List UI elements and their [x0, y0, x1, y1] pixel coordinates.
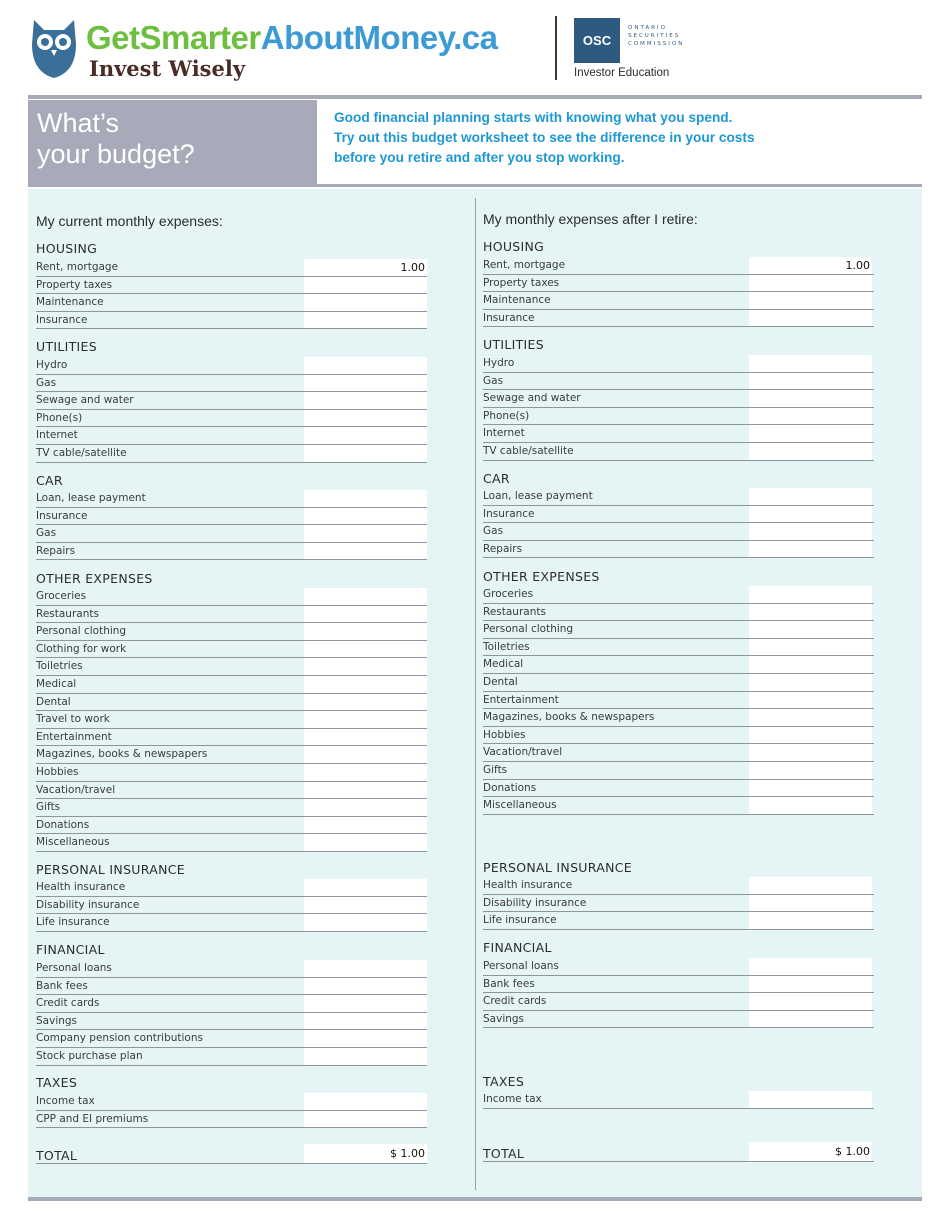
amount-field[interactable]	[304, 995, 427, 1013]
section-title: CAR	[483, 471, 510, 486]
expense-row	[36, 799, 427, 817]
section-title: TAXES	[483, 1074, 525, 1089]
total-amount-field[interactable]: $ 1.00	[749, 1142, 872, 1162]
expense-label: TV cable/satellite	[36, 447, 127, 459]
expense-row	[36, 1030, 427, 1048]
expense-row	[483, 976, 874, 994]
amount-field[interactable]	[304, 729, 427, 747]
amount-field[interactable]	[749, 639, 872, 657]
amount-field[interactable]	[304, 445, 427, 463]
amount-field[interactable]	[304, 897, 427, 915]
expense-label: Medical	[36, 678, 77, 690]
expense-label: Credit cards	[483, 995, 547, 1008]
expense-row	[483, 895, 874, 913]
amount-field[interactable]	[749, 541, 872, 559]
expense-row	[36, 676, 427, 694]
amount-field[interactable]	[304, 1111, 427, 1129]
expense-row	[483, 912, 874, 930]
expense-label: Life insurance	[36, 916, 110, 929]
amount-field[interactable]	[749, 912, 872, 930]
amount-field[interactable]	[304, 834, 427, 852]
expense-row	[483, 656, 874, 674]
expense-row	[36, 897, 427, 915]
expense-row	[36, 392, 427, 410]
expense-label: Savings	[36, 1014, 78, 1027]
expense-label: Repairs	[36, 544, 76, 557]
expense-label: Miscellaneous	[36, 836, 110, 849]
osc-name-line2: SECURITIES	[628, 33, 681, 39]
amount-field[interactable]	[304, 914, 427, 932]
expense-label: Credit cards	[36, 997, 100, 1010]
amount-field[interactable]	[749, 390, 872, 408]
section-title: FINANCIAL	[483, 940, 552, 955]
amount-field[interactable]	[749, 727, 872, 745]
expense-label: Entertainment	[483, 693, 559, 706]
expense-row	[36, 277, 427, 295]
expense-label: Personal loans	[36, 962, 112, 974]
amount-field[interactable]	[749, 1091, 872, 1109]
expense-row	[36, 746, 427, 764]
expense-label: Donations	[36, 818, 90, 831]
expense-row	[483, 762, 874, 780]
expense-label: Insurance	[36, 509, 88, 522]
amount-field[interactable]	[749, 604, 872, 622]
expense-label: Gifts	[36, 801, 61, 814]
brand-part1: GetSmarter	[86, 19, 261, 56]
expense-row	[36, 259, 427, 277]
expense-label: Gas	[483, 374, 504, 387]
expense-label: Life insurance	[483, 914, 557, 927]
expense-label: Personal clothing	[483, 623, 574, 636]
amount-field[interactable]	[304, 694, 427, 712]
amount-field[interactable]	[304, 764, 427, 782]
amount-field[interactable]	[749, 993, 872, 1011]
expense-row	[483, 709, 874, 727]
expense-label: Sewage and water	[483, 392, 581, 405]
expense-row	[36, 410, 427, 428]
amount-field[interactable]	[304, 641, 427, 659]
amount-field[interactable]	[749, 656, 872, 674]
expense-label: Toiletries	[483, 640, 530, 653]
osc-name-line1: ONTARIO	[628, 25, 667, 31]
brand-part2: AboutMoney.ca	[260, 19, 498, 56]
expense-label: Insurance	[36, 313, 88, 326]
expense-row	[36, 782, 427, 800]
expense-row	[36, 641, 427, 659]
expense-label: Maintenance	[483, 294, 551, 307]
expense-label: Phone(s)	[36, 411, 83, 424]
amount-field[interactable]	[749, 744, 872, 762]
expense-label: Gas	[483, 525, 504, 538]
amount-field[interactable]	[304, 879, 427, 897]
expense-label: CPP and EI premiums	[36, 1112, 149, 1125]
amount-field[interactable]	[749, 408, 872, 426]
page-title	[28, 100, 317, 184]
expense-label: Property taxes	[483, 276, 560, 289]
expense-label: Vacation/travel	[483, 746, 563, 759]
amount-field[interactable]	[749, 877, 872, 895]
expense-row	[483, 292, 874, 310]
expense-label: Clothing for work	[36, 642, 127, 655]
expense-label: Loan, lease payment	[483, 490, 593, 502]
expense-label: Hobbies	[36, 766, 79, 778]
expense-row	[483, 408, 874, 426]
amount-field[interactable]	[304, 799, 427, 817]
expense-label: Dental	[36, 695, 71, 708]
amount-field[interactable]	[304, 960, 427, 978]
osc-name	[628, 24, 684, 48]
expense-label: Vacation/travel	[36, 783, 116, 796]
tagline: Invest Wisely	[89, 56, 246, 81]
expense-row	[483, 443, 874, 461]
section-title: CAR	[36, 473, 63, 488]
expense-row	[36, 1048, 427, 1066]
expense-label: Magazines, books & newspapers	[483, 711, 655, 724]
expense-label: Hobbies	[483, 728, 526, 741]
expense-row	[36, 995, 427, 1013]
amount-field[interactable]	[304, 606, 427, 624]
expense-label: Internet	[36, 429, 78, 442]
expense-row	[483, 586, 874, 604]
expense-row	[36, 694, 427, 712]
intro-line2: Try out this budget worksheet to see the difference in your costs	[334, 130, 755, 145]
expense-row	[483, 639, 874, 657]
expense-label: Stock purchase plan	[36, 1050, 143, 1062]
expense-label: Company pension contributions	[36, 1032, 203, 1045]
amount-field[interactable]	[304, 543, 427, 561]
expense-row	[36, 312, 427, 330]
expense-label: Insurance	[483, 507, 535, 520]
expense-label: Loan, lease payment	[36, 492, 146, 504]
section-title: UTILITIES	[483, 337, 544, 352]
expense-label: Maintenance	[36, 296, 104, 309]
expense-row	[483, 488, 874, 506]
amount-field[interactable]	[304, 588, 427, 606]
bottom-rule	[28, 1197, 922, 1201]
expense-row	[36, 427, 427, 445]
expense-label: Dental	[483, 676, 518, 688]
expense-row	[483, 425, 874, 443]
amount-field[interactable]	[749, 586, 872, 604]
amount-field[interactable]	[304, 277, 427, 295]
amount-field[interactable]	[749, 674, 872, 692]
amount-field[interactable]	[304, 746, 427, 764]
expense-row	[483, 877, 874, 895]
expense-label: Personal loans	[483, 960, 559, 972]
expense-label: Health insurance	[36, 881, 126, 893]
section-title: PERSONAL INSURANCE	[483, 860, 632, 875]
expense-label: Phone(s)	[483, 409, 530, 422]
expense-label: Gas	[36, 376, 57, 389]
expense-row	[483, 257, 874, 275]
expense-label: Insurance	[483, 311, 535, 324]
expense-row	[36, 375, 427, 393]
expense-row	[36, 525, 427, 543]
expense-label: Restaurants	[483, 605, 546, 618]
expense-label: Hydro	[36, 359, 68, 371]
section-title: TAXES	[36, 1075, 78, 1090]
total-label: TOTAL	[36, 1148, 78, 1163]
expense-label: Rent, mortgage	[483, 259, 566, 271]
expense-row	[36, 357, 427, 375]
amount-field[interactable]	[749, 425, 872, 443]
amount-field[interactable]: 1.00	[304, 259, 427, 277]
expense-label: Disability insurance	[483, 896, 587, 909]
banner-bottom-rule	[28, 184, 922, 187]
section-title: UTILITIES	[36, 339, 97, 354]
intro-text	[334, 108, 755, 168]
amount-field[interactable]	[304, 508, 427, 526]
amount-field[interactable]	[749, 692, 872, 710]
osc-subtitle: Investor Education	[574, 67, 670, 79]
section-title: OTHER EXPENSES	[36, 571, 153, 586]
section-title: HOUSING	[36, 241, 98, 256]
section-title: HOUSING	[483, 239, 545, 254]
amount-field[interactable]	[749, 958, 872, 976]
expense-row	[36, 1093, 427, 1111]
expense-label: Restaurants	[36, 607, 99, 620]
expense-row	[36, 623, 427, 641]
expense-row	[483, 1011, 874, 1029]
expense-label: Bank fees	[36, 979, 88, 992]
expense-label: Internet	[483, 427, 525, 440]
expense-label: Sewage and water	[36, 394, 134, 407]
amount-field[interactable]	[749, 1011, 872, 1029]
osc-name-line3: COMMISSION	[628, 41, 685, 47]
expense-label: Magazines, books & newspapers	[36, 748, 208, 761]
amount-field[interactable]	[749, 797, 872, 815]
amount-field[interactable]	[749, 443, 872, 461]
section-title: OTHER EXPENSES	[483, 569, 600, 584]
amount-field[interactable]	[304, 978, 427, 996]
expense-label: Health insurance	[483, 879, 573, 891]
expense-label: Groceries	[36, 590, 87, 602]
total-row	[36, 1144, 427, 1164]
expense-row	[483, 780, 874, 798]
expense-label: Toiletries	[36, 660, 83, 673]
expense-label: Personal clothing	[36, 625, 127, 638]
expense-label: TV cable/satellite	[483, 445, 574, 457]
expense-row	[483, 390, 874, 408]
amount-field[interactable]	[749, 488, 872, 506]
expense-label: Travel to work	[36, 713, 110, 726]
amount-field[interactable]	[304, 427, 427, 445]
expense-row	[36, 658, 427, 676]
expense-row	[36, 1013, 427, 1031]
expense-label: Repairs	[483, 542, 523, 555]
expense-row	[36, 764, 427, 782]
expense-row	[483, 355, 874, 373]
expense-row	[483, 506, 874, 524]
total-amount-field[interactable]: $ 1.00	[304, 1144, 427, 1164]
expense-row	[36, 606, 427, 624]
expense-label: Medical	[483, 658, 524, 671]
expense-row	[483, 797, 874, 815]
expense-label: Bank fees	[483, 977, 535, 990]
expense-label: Property taxes	[36, 278, 113, 291]
section-title: PERSONAL INSURANCE	[36, 862, 185, 877]
header-divider	[555, 16, 557, 80]
owl-logo-icon	[30, 14, 78, 80]
amount-field[interactable]	[749, 895, 872, 913]
top-rule	[28, 95, 922, 99]
expense-row	[483, 310, 874, 328]
expense-row	[36, 711, 427, 729]
expense-row	[36, 445, 427, 463]
expense-row	[483, 692, 874, 710]
amount-field[interactable]	[749, 976, 872, 994]
column-heading: My current monthly expenses:	[36, 213, 223, 229]
amount-field[interactable]	[749, 355, 872, 373]
expense-label: Rent, mortgage	[36, 261, 119, 273]
expense-row	[36, 729, 427, 747]
amount-field[interactable]	[749, 621, 872, 639]
amount-field[interactable]	[749, 275, 872, 293]
expense-label: Entertainment	[36, 730, 112, 743]
osc-logo-badge: OSC	[574, 18, 620, 63]
amount-field[interactable]	[749, 762, 872, 780]
expense-row	[36, 1111, 427, 1129]
amount-field[interactable]	[304, 525, 427, 543]
expense-row	[483, 604, 874, 622]
page-title-line2: your budget?	[37, 139, 195, 169]
amount-field[interactable]	[304, 676, 427, 694]
amount-field[interactable]	[304, 1093, 427, 1111]
expense-row	[483, 275, 874, 293]
expense-label: Donations	[483, 781, 537, 794]
amount-field[interactable]	[749, 310, 872, 328]
expense-label: Gifts	[483, 764, 508, 776]
amount-field[interactable]	[304, 711, 427, 729]
expense-row	[36, 960, 427, 978]
amount-field[interactable]	[749, 506, 872, 524]
amount-field[interactable]	[749, 373, 872, 391]
amount-field[interactable]: 1.00	[749, 257, 872, 275]
expense-label: Disability insurance	[36, 898, 140, 911]
amount-field[interactable]	[304, 357, 427, 375]
total-row	[483, 1142, 874, 1162]
expense-row	[483, 958, 874, 976]
amount-field[interactable]	[749, 292, 872, 310]
brand-wordmark	[86, 20, 497, 56]
expense-row	[483, 523, 874, 541]
expense-row	[36, 294, 427, 312]
expense-row	[36, 879, 427, 897]
expense-row	[36, 543, 427, 561]
expense-row	[483, 621, 874, 639]
amount-field[interactable]	[749, 709, 872, 727]
amount-field[interactable]	[304, 1048, 427, 1066]
amount-field[interactable]	[304, 294, 427, 312]
expense-row	[483, 1091, 874, 1109]
amount-field[interactable]	[304, 410, 427, 428]
expense-label: Income tax	[36, 1095, 95, 1107]
expense-row	[483, 993, 874, 1011]
amount-field[interactable]	[304, 490, 427, 508]
total-label: TOTAL	[483, 1146, 525, 1161]
amount-field[interactable]	[749, 523, 872, 541]
amount-field[interactable]	[749, 780, 872, 798]
expense-label: Hydro	[483, 357, 515, 369]
expense-row	[36, 978, 427, 996]
amount-field[interactable]	[304, 1030, 427, 1048]
amount-field[interactable]	[304, 1013, 427, 1031]
expense-row	[483, 373, 874, 391]
column-divider	[475, 198, 476, 1190]
expense-row	[483, 541, 874, 559]
expense-row	[36, 817, 427, 835]
page-title-line1: What’s	[37, 108, 120, 138]
amount-field[interactable]	[304, 658, 427, 676]
amount-field[interactable]	[304, 782, 427, 800]
expense-row	[36, 490, 427, 508]
expense-row	[483, 744, 874, 762]
expense-label: Groceries	[483, 588, 534, 600]
expense-label: Savings	[483, 1012, 525, 1025]
section-title: FINANCIAL	[36, 942, 105, 957]
amount-field[interactable]	[304, 623, 427, 641]
expense-label: Miscellaneous	[483, 799, 557, 812]
expense-row	[36, 834, 427, 852]
expense-label: Gas	[36, 527, 57, 540]
expense-row	[36, 914, 427, 932]
amount-field[interactable]	[304, 817, 427, 835]
intro-line1: Good financial planning starts with knowing what you spend.	[334, 110, 733, 125]
column-heading: My monthly expenses after I retire:	[483, 211, 698, 227]
intro-line3: before you retire and after you stop working.	[334, 150, 625, 165]
expense-row	[36, 588, 427, 606]
expense-row	[483, 674, 874, 692]
amount-field[interactable]	[304, 312, 427, 330]
expense-row	[483, 727, 874, 745]
expense-label: Income tax	[483, 1093, 542, 1105]
amount-field[interactable]	[304, 392, 427, 410]
expense-row	[36, 508, 427, 526]
amount-field[interactable]	[304, 375, 427, 393]
